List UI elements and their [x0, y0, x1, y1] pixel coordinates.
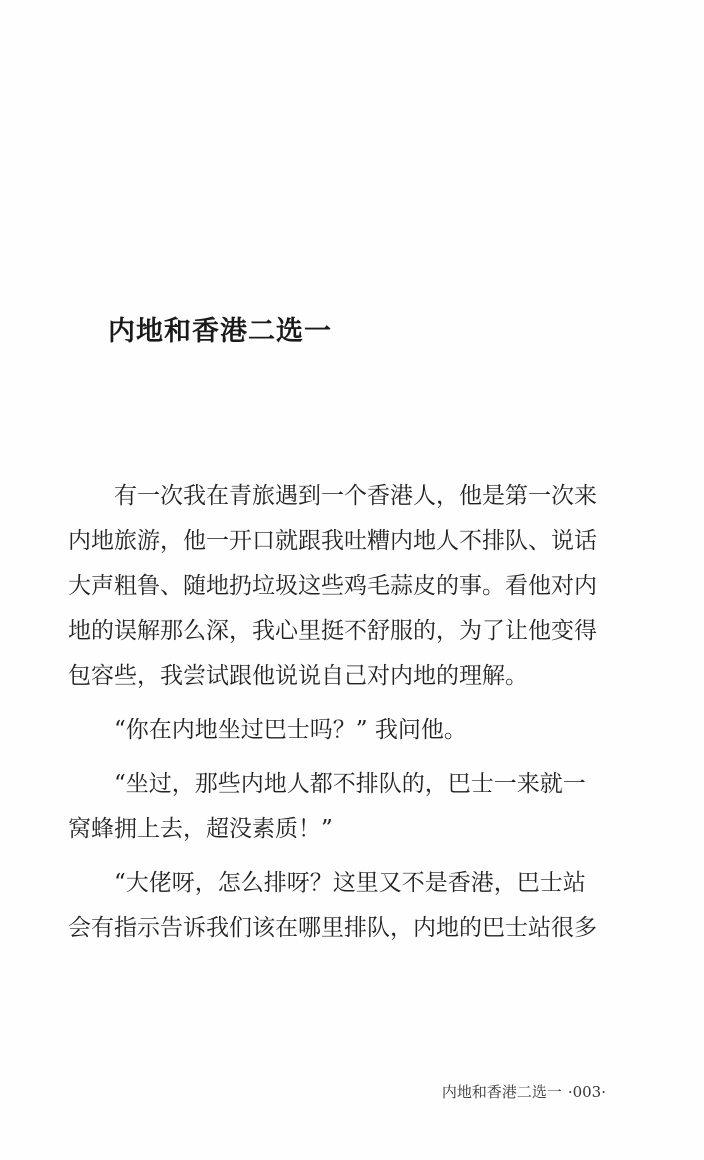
text-line: 有一次我在青旅遇到一个香港人，他是第一次来: [114, 483, 597, 509]
text-line: “坐过，那些内地人都不排队的，巴士一来就一: [114, 771, 586, 797]
paragraph-1: [68, 474, 620, 699]
text-line: 会有指示告诉我们该在哪里排队，内地的巴士站很多: [68, 915, 597, 941]
text-line: 地的误解那么深，我心里挺不舒服的，为了让他变得: [68, 618, 597, 644]
text-line: 大声粗鲁、随地扔垃圾这些鸡毛蒜皮的事。看他对内: [68, 573, 597, 599]
text-line: “大佬呀，怎么排呀？这里又不是香港，巴士站: [114, 870, 586, 896]
paragraph-4: [68, 861, 620, 951]
text-line: 窝蜂拥上去，超没素质！”: [68, 816, 333, 842]
page-number: ·003·: [567, 1083, 606, 1101]
paragraph-3: [68, 762, 620, 852]
page-footer: [442, 1082, 606, 1102]
text-line: “你在内地坐过巴士吗？” 我问他。: [114, 717, 467, 743]
running-title: 内地和香港二选一: [441, 1083, 562, 1101]
text-line: 包容些，我尝试跟他说说自己对内地的理解。: [68, 663, 528, 689]
body-text: [68, 474, 620, 951]
text-line: 内地旅游，他一开口就跟我吐糟内地人不排队、说话: [68, 528, 597, 554]
chapter-title: 内地和香港二选一: [108, 316, 332, 347]
paragraph-2: [68, 708, 620, 753]
